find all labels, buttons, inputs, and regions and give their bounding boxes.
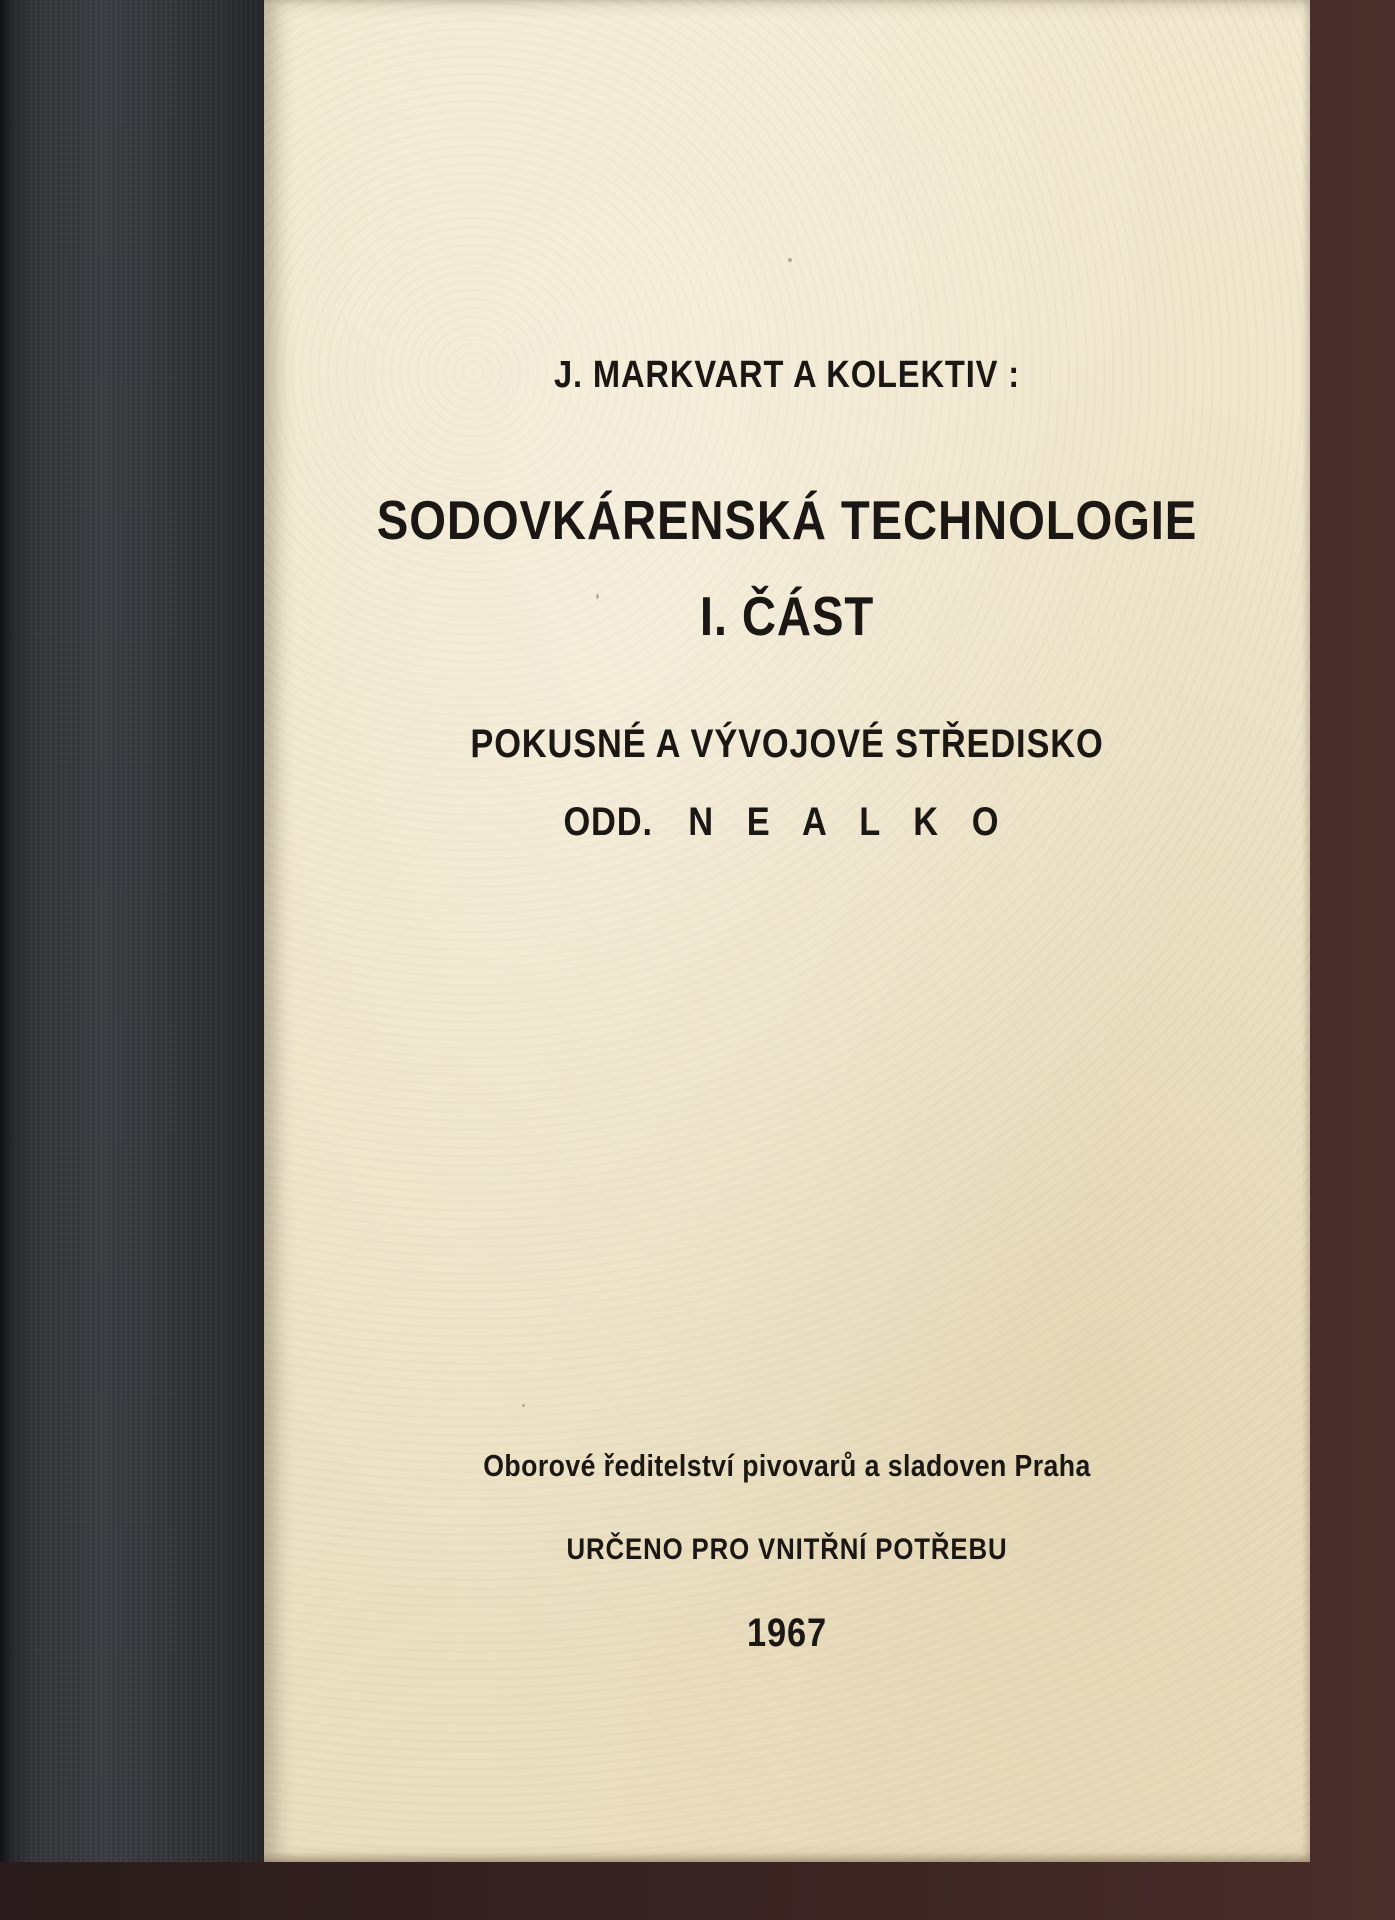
paper-speck <box>788 258 792 262</box>
restriction-note: URČENO PRO VNITŘNÍ POTŘEBU <box>566 1533 1008 1566</box>
division-line <box>337 800 1237 845</box>
division-name: N E A L K O <box>688 800 1011 844</box>
department-line: POKUSNÉ A VÝVOJOVÉ STŘEDISKO <box>470 722 1104 766</box>
publication-year: 1967 <box>747 1611 827 1655</box>
author-line: J. MARKVART A KOLEKTIV : <box>553 354 1021 396</box>
spine-edge <box>0 0 14 1862</box>
division-label: ODD. <box>563 800 653 844</box>
book-spine <box>0 0 272 1862</box>
front-cover <box>264 0 1310 1862</box>
cover-bottom-edge <box>264 1852 1310 1862</box>
paper-speck <box>522 1404 525 1407</box>
book-part: I. ČÁST <box>699 585 875 647</box>
publisher-line: Oborové ředitelství pivovarů a sladoven Praha <box>483 1448 1091 1483</box>
book-title: SODOVKÁRENSKÁ TECHNOLOGIE <box>376 489 1198 551</box>
